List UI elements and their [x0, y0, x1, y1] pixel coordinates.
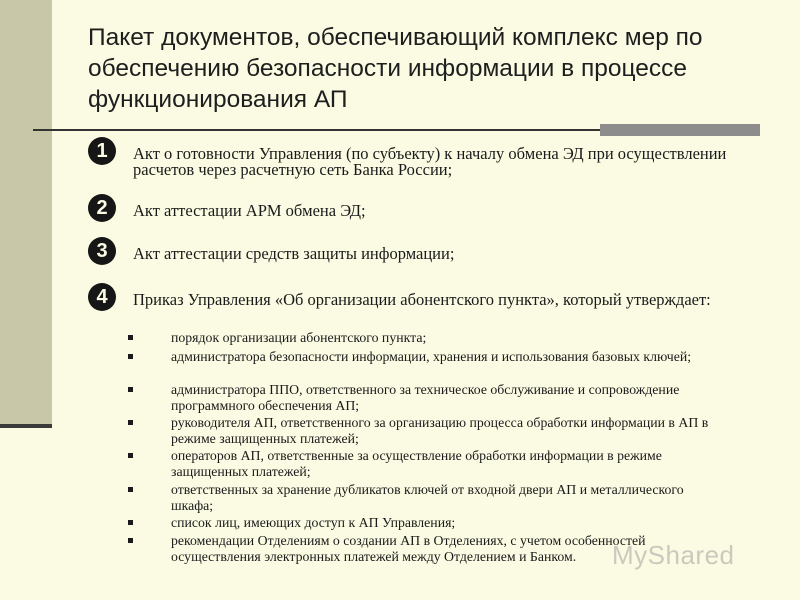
square-bullet-icon [128, 520, 133, 525]
sub-list-item [128, 515, 728, 531]
slide-title: Пакет документов, обеспечивающий комплекс мер по обеспечению безопасности информации в процессе функционирования АП [88, 24, 703, 113]
numbered-item-text: Приказ Управления «Об организации абонентского пункта», который утверждает: [133, 290, 711, 309]
sub-list-item [128, 448, 728, 479]
sub-list-item [128, 415, 728, 446]
sub-list-item-text: руководителя АП, ответственного за организацию процесса обработки информации в АП в режиме защищенных платежей; [171, 415, 709, 446]
sub-list-item [128, 349, 728, 365]
number-1-icon: 1 [88, 137, 116, 165]
sub-list-item-text: список лиц, имеющих доступ к АП Управления; [171, 515, 456, 530]
numbered-item-text: Акт аттестации средств защиты информации; [133, 244, 455, 263]
square-bullet-icon [128, 420, 133, 425]
title-divider-accent [600, 124, 760, 136]
sub-list-item-text: ответственных за хранение дубликатов ключей от входной двери АП и металлического шкафа; [171, 482, 684, 513]
sub-list-item-text: порядок организации абонентского пункта; [171, 330, 427, 345]
square-bullet-icon [128, 453, 133, 458]
sub-list-item-text: администратора безопасности информации, хранения и использования базовых ключей; [171, 349, 692, 364]
square-bullet-icon [128, 538, 133, 543]
square-bullet-icon [128, 354, 133, 359]
numbered-item-text: Акт аттестации АРМ обмена ЭД; [133, 201, 366, 220]
sub-list-item-text: рекомендации Отделениям о создании АП в Отделениях, с учетом особенностей осуществления электронных платежей между Отделением и Банком. [171, 533, 646, 564]
number-4-icon: 4 [88, 283, 116, 311]
number-2-icon: 2 [88, 194, 116, 222]
sub-list-item [128, 482, 728, 513]
square-bullet-icon [128, 487, 133, 492]
square-bullet-icon [128, 387, 133, 392]
square-bullet-icon [128, 335, 133, 340]
side-accent-bar [0, 0, 52, 427]
watermark: MyShared [612, 540, 735, 570]
sub-list-item [128, 330, 728, 346]
sub-list-item [128, 382, 728, 413]
numbered-item-text: Акт о готовности Управления (по субъекту) к началу обмена ЭД при осуществлении расчетов через расчетную сеть Банка России; [133, 144, 727, 179]
sub-list-item-text: администратора ППО, ответственного за техническое обслуживание и сопровождение программного обеспечения АП; [171, 382, 680, 413]
number-3-icon: 3 [88, 237, 116, 265]
side-accent-line [0, 424, 52, 428]
sub-list-item-text: операторов АП, ответственные за осуществление обработки информации в режиме защищенных платежей; [171, 448, 662, 479]
